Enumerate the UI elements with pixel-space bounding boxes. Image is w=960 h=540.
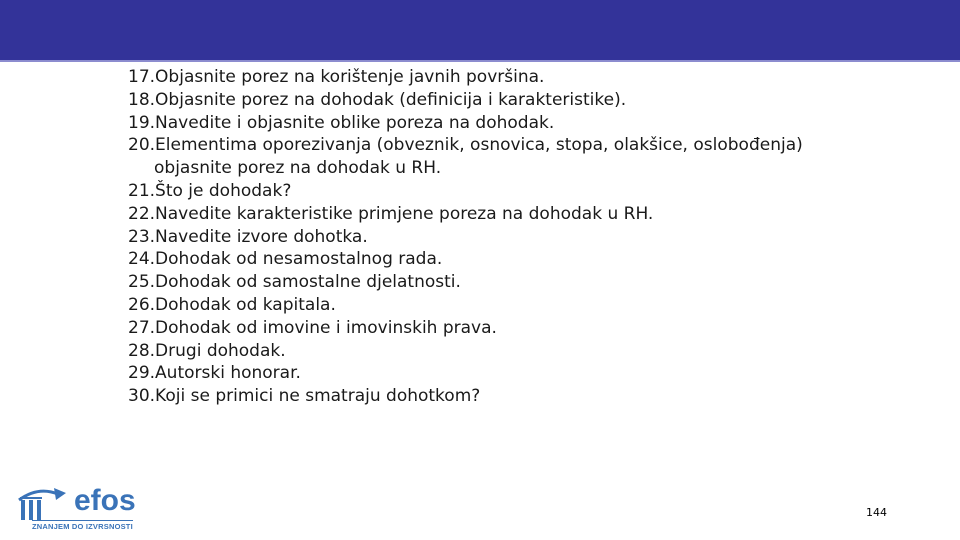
question-text: Dohodak od imovine i imovinskih prava. bbox=[155, 317, 497, 338]
question-item bbox=[128, 317, 908, 340]
question-number: 19. bbox=[128, 112, 156, 133]
page-number: 144 bbox=[866, 506, 887, 519]
question-number: 21. bbox=[128, 180, 156, 201]
question-text: Koji se primici ne smatraju dohotkom? bbox=[155, 386, 481, 407]
question-text: Drugi dohodak. bbox=[155, 340, 286, 361]
efos-columns-arrow-icon bbox=[18, 488, 74, 522]
question-number: 17. bbox=[128, 67, 156, 87]
question-item bbox=[128, 226, 908, 249]
question-item bbox=[128, 362, 908, 385]
question-item bbox=[128, 385, 908, 408]
question-text: Objasnite porez na korištenje javnih površina. bbox=[155, 67, 545, 87]
logo-tagline: ZNANJEM DO IZVRSNOSTI bbox=[32, 522, 133, 531]
question-text: Elementima oporezivanja (obveznik, osnovica, stopa, olakšice, oslobođenja) bbox=[155, 135, 803, 156]
question-item bbox=[128, 294, 908, 317]
header-bar bbox=[0, 0, 960, 62]
question-text: Dohodak od samostalne djelatnosti. bbox=[155, 272, 461, 293]
question-number: 26. bbox=[128, 294, 156, 315]
question-number: 23. bbox=[128, 226, 156, 247]
question-text: Navedite i objasnite oblike poreza na dohodak. bbox=[155, 112, 555, 133]
question-number: 20. bbox=[128, 135, 156, 156]
logo-wordmark: efos bbox=[74, 484, 136, 517]
question-item bbox=[128, 180, 908, 203]
question-text: Navedite karakteristike primjene poreza na dohodak u RH. bbox=[155, 203, 654, 224]
question-item bbox=[128, 134, 908, 180]
question-item bbox=[128, 203, 908, 226]
question-item bbox=[128, 271, 908, 294]
question-item bbox=[128, 66, 908, 89]
question-number: 25. bbox=[128, 272, 156, 293]
question-number: 29. bbox=[128, 363, 156, 384]
question-number: 24. bbox=[128, 249, 156, 270]
question-number: 30. bbox=[128, 386, 156, 407]
question-text: Navedite izvore dohotka. bbox=[155, 226, 368, 247]
question-item bbox=[128, 248, 908, 271]
question-number: 27. bbox=[128, 317, 156, 338]
efos-logo bbox=[18, 484, 148, 532]
question-text-continuation: objasnite porez na dohodak u RH. bbox=[154, 158, 442, 179]
question-number: 28. bbox=[128, 340, 156, 361]
question-number: 22. bbox=[128, 203, 156, 224]
question-text: Objasnite porez na dohodak (definicija i karakteristike). bbox=[155, 89, 627, 110]
question-number: 18. bbox=[128, 89, 156, 110]
question-text: Autorski honorar. bbox=[155, 363, 301, 384]
question-item bbox=[128, 89, 908, 112]
question-text: Dohodak od kapitala. bbox=[155, 294, 336, 315]
question-item bbox=[128, 112, 908, 135]
question-item bbox=[128, 340, 908, 363]
question-list bbox=[128, 66, 908, 408]
question-text: Što je dohodak? bbox=[155, 180, 292, 201]
question-text: Dohodak od nesamostalnog rada. bbox=[155, 249, 443, 270]
